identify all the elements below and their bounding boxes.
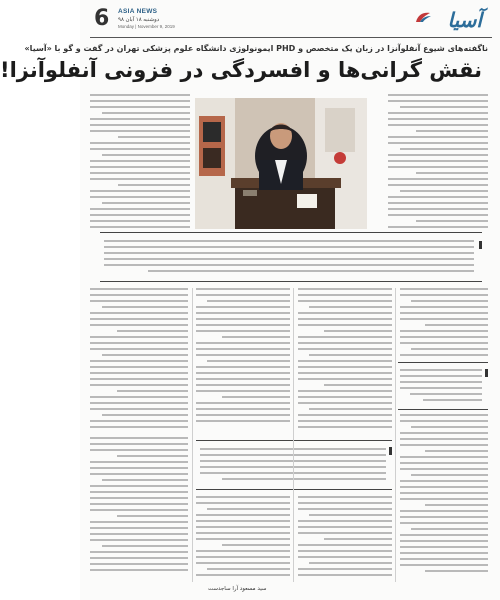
quote-box-middle <box>196 440 392 490</box>
article-byline: سید مسعود آرا ساجدست <box>208 586 267 592</box>
column-rule <box>293 288 294 582</box>
body-column-2b <box>298 496 392 582</box>
lead-text <box>104 240 474 280</box>
body-column-1b <box>400 414 488 582</box>
quote-marker-middle <box>389 447 392 455</box>
column-rule <box>192 288 193 582</box>
column-rule <box>395 288 396 582</box>
interview-photo <box>195 98 367 229</box>
body-column-3 <box>196 288 290 428</box>
caption-marker <box>479 241 482 249</box>
quote-text <box>400 369 482 409</box>
photo-illustration <box>195 98 367 229</box>
body-column-1 <box>400 288 488 360</box>
text-column-right <box>388 94 488 232</box>
quote-marker <box>485 369 488 377</box>
newspaper-logo <box>410 6 486 34</box>
article-kicker: ناگفته‌های شیوع آنفلوآنزا در زبان یک متخصص و PHD ایمونولوژی دانشگاه علوم پزشکی تهران در گفت و گو با «آسیا» <box>24 44 488 53</box>
quote-box-right <box>398 362 488 410</box>
text-column-left <box>90 94 190 232</box>
english-name: ASIA NEWS <box>118 8 158 15</box>
body-column-3b <box>196 496 290 582</box>
body-column-4 <box>90 288 188 580</box>
logo-mark-icon <box>414 10 432 24</box>
body-column-2 <box>298 288 392 436</box>
page-number: 6 <box>94 6 110 31</box>
masthead <box>90 6 492 38</box>
lead-caption-box <box>100 232 482 282</box>
logo-text: آسیا <box>447 8 482 32</box>
date-line: Monday | November 9, 2019 <box>118 24 175 29</box>
masthead-meta <box>118 8 175 29</box>
article-headline: نقش گرانی‌ها و افسردگی در فزونی آنفلوآنزا! <box>0 58 482 82</box>
issue-line: دوشنبه ۱۸ آبان ۹۸ <box>118 17 160 23</box>
